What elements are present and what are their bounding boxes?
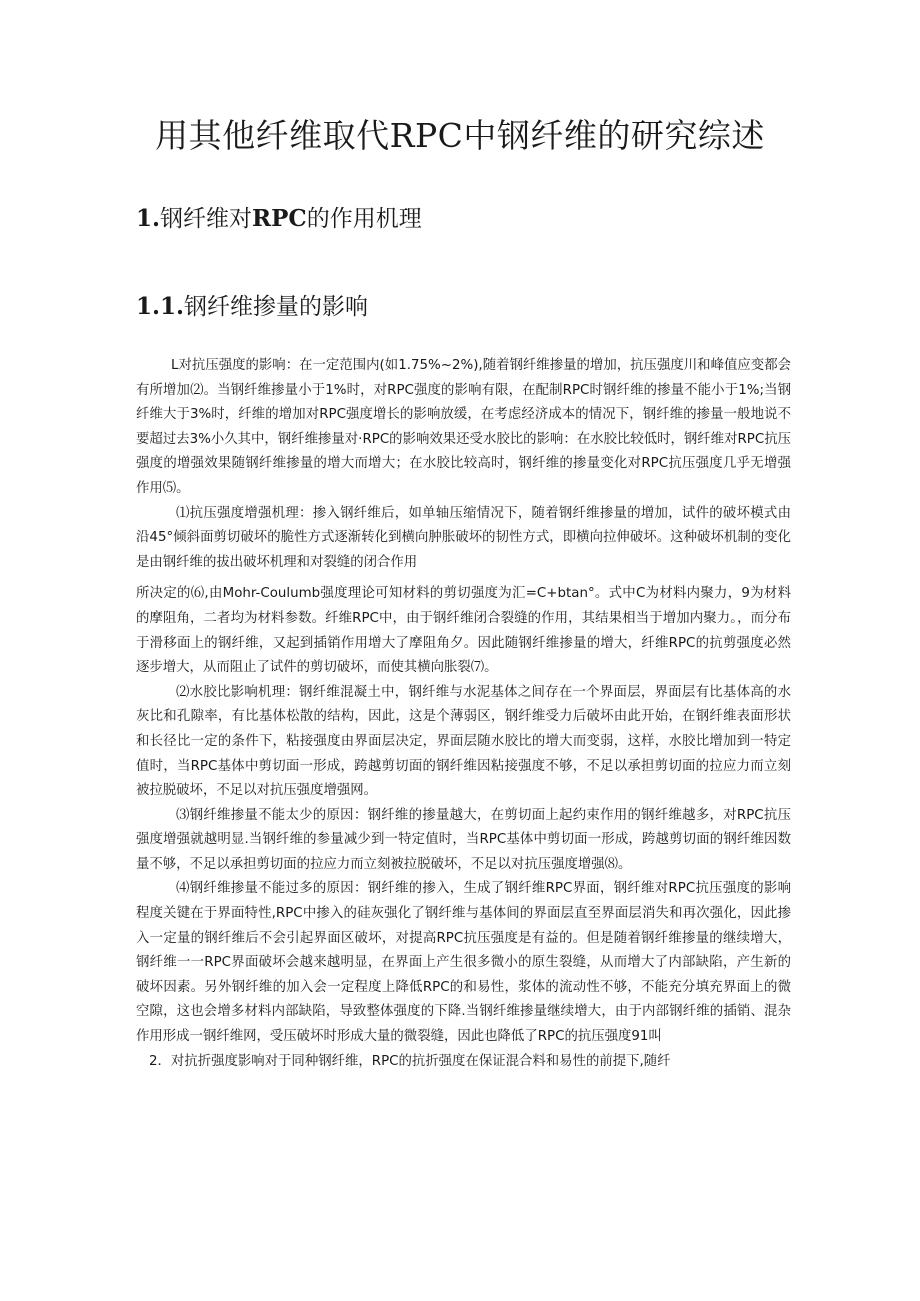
section-heading-text: 钢纤维对	[160, 206, 253, 232]
section-number: 1.	[136, 205, 161, 232]
paragraph-compressive-strength: L对抗压强度的影响：在一定范围内(如1.75%~2%),随着钢纤维掺量的增加，抗压强度川和峰值应变都会有所增加⑵。当钢纤维掺量小于1%时，对RPC强度的影响有限，在配制RPC时钢纤维的掺量不能小于1%;当钢纤维大于3%时，纤维的增加对RPC强度增长的影响放缓，在考虑经济成本的情况下，钢纤维的掺量一般地说不要超过去3%小久其中，钢纤维掺量对·RPC的影响效果还受水胶比的影响：在水胶比较低时，钢纤维对RPC抗压强度的增强效果随钢纤维掺量的增大而增大；在水胶比较高时，钢纤维的掺量变化对RPC抗压强度几乎无增强作用⑸。	[136, 358, 791, 496]
paragraph-mechanism-4: ⑷钢纤维掺量不能过多的原因：钢纤维的掺入，生成了钢纤维RPC界面，钢纤维对RPC抗压强度的影响程度关键在于界面特性,RPC中掺入的硅灰强化了钢纤维与基体间的界面层直至界面层消失和再次强化，因此掺入一定量的钢纤维后不会引起界面区破坏，对提高RPC抗压强度是有益的。但是随着钢纤维掺量的继续增大，钢纤维一一RPC界面破坏会越来越明显，在界面上产生很多微小的原生裂缝，从而增大了内部缺陷，产生新的破坏因素。另外钢纤维的加入会一定程度上降低RPC的和易性，浆体的流动性不够，不能充分填充界面上的微空隙，这也会增多材料内部缺陷，导致整体强度的下降.当钢纤维掺量继续增大，由于内部钢纤维的插销、混杂作用形成一钢纤维网，受压破坏时形成大量的微裂缝，因此也降低了RPC的抗压强度91叫	[136, 881, 791, 1045]
paragraph-mechanism-3: ⑶钢纤维掺量不能太少的原因：钢纤维的掺量越大，在剪切面上起约束作用的钢纤维越多，对RPC抗压强度增强就越明显.当钢纤维的参量减少到一特定值时，当RPC基体中剪切面一形成，跨越剪切面的钢纤维因数量不够，不足以承担剪切面的拉应力而立刻被拉脱破坏，不足以对抗压强度增强⑻。	[136, 807, 791, 872]
section-heading-bold: RPC	[252, 205, 307, 232]
paragraph-mechanism-2: ⑵水胶比影响机理：钢纤维混凝土中，钢纤维与水泥基体之间存在一个界面层，界面层有比基体高的水灰比和孔隙率，有比基体松散的结构，因此，这是个薄弱区，钢纤维受力后破坏由此开始，在钢纤维表面形状和长径比一定的条件下，粘接强度由界面层决定，界面层随水胶比的增大而变弱，这样，水胶比增加到一特定值时，当RPC基体中剪切面一形成，跨越剪切面的钢纤维因粘接强度不够，不足以承担剪切面的拉应力而立刻被拉脱破坏，不足以对抗压强度增强网。	[136, 684, 791, 799]
section-heading-tail: 的作用机理	[306, 206, 422, 232]
document-title: 用其他纤维取代RPC中钢纤维的研究综述	[155, 116, 765, 155]
paragraph-flexural-strength: 2．对抗折强度影响对于同种钢纤维，RPC的抗折强度在保证混合料和易性的前提下,随纤	[149, 1053, 671, 1069]
paragraph-mechanism-1: ⑴抗压强度增强机理：掺入钢纤维后，如单轴压缩情况下，随着钢纤维掺量的增加，试件的破坏模式由沿45°倾斜面剪切破坏的脆性方式逐渐转化到横向肿胀破坏的韧性方式，即横向拉伸破坏。这种破坏机制的变化是由钢纤维的拔出破坏机理和对裂缝的闭合作用	[136, 505, 791, 570]
subsection-number: 1.1.	[136, 293, 185, 320]
body-text	[136, 354, 791, 1074]
subsection-heading-text: 钢纤维掺量的影响	[184, 294, 369, 320]
section-heading-1	[136, 200, 422, 233]
paragraph-mohr-coulomb: 所决定的⑹,由Mohr-Coulumb强度理论可知材料的剪切强度为汇=C+btan°。式中C为材料内聚力，9为材料的摩阻角，二者均为材料参数。纤维RPC中，由于钢纤维闭合裂缝的作用，其结果相当于增加内聚力。，而分布于滑移面上的钢纤维，又起到插销作用增大了摩阻角夕。因此随钢纤维掺量的增大，纤维RPC的抗剪强度必然逐步增大，从而阻止了试件的剪切破坏，而使其横向胀裂⑺。	[136, 586, 791, 676]
subsection-heading-1-1	[136, 288, 368, 321]
